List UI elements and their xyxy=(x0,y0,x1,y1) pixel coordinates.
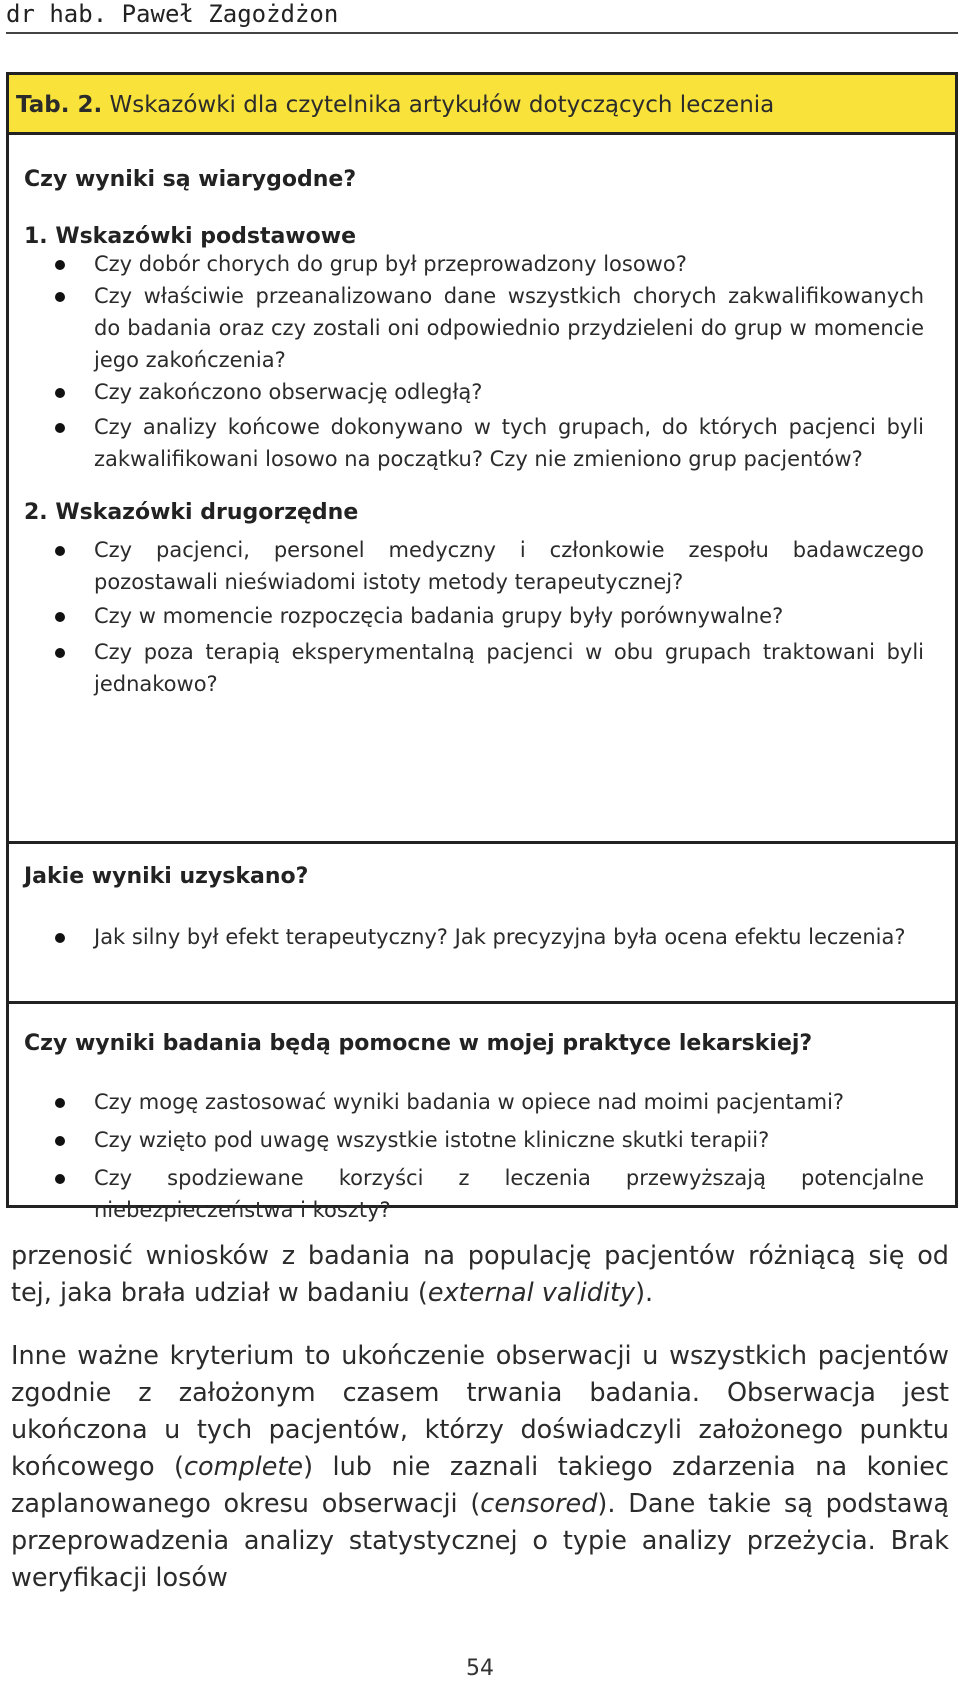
bullet-icon xyxy=(55,933,65,943)
bullet-icon xyxy=(55,1174,65,1184)
paragraph-text: Inne ważne kryterium to ukończenie obserwacji u wszystkich pacjentów zgodnie z założonym czasem trwania badania. Obserwacja jest ukończona u tych pacjentów, którzy doświadczyli założonego punktu końcowego ( xyxy=(11,1341,949,1482)
bullet-icon xyxy=(55,546,65,556)
subsection-basic-heading: 1. Wskazówki podstawowe xyxy=(24,224,356,249)
paragraph-text: ) lub nie zaznali takiego zdarzenia na koniec zaplanowanego okresu obserwacji ( xyxy=(11,1452,949,1519)
paragraph-term: censored xyxy=(480,1489,598,1519)
paragraph-text: przenosić wniosków z badania na populację pacjentów różniącą się od tej, jaka brała udział w badaniu ( xyxy=(11,1241,949,1308)
guidance-table xyxy=(6,72,958,1222)
bullet-icon xyxy=(55,423,65,433)
subsection-secondary-heading: 2. Wskazówki drugorzędne xyxy=(24,500,359,525)
bullet-icon xyxy=(55,388,65,398)
list-item: Czy wzięto pod uwagę wszystkie istotne kliniczne skutki terapii? xyxy=(94,1128,770,1152)
paragraph-term: external validity xyxy=(427,1278,636,1308)
paragraph-text: ). Dane takie są podstawą przeprowadzenia analizy statystycznej o typie analizy przeżycia. Brak weryfikacji losów xyxy=(11,1489,949,1593)
list-item: Jak silny był efekt terapeutyczny? Jak precyzyjna była ocena efektu leczenia? xyxy=(94,925,906,949)
section-applicability xyxy=(9,1007,955,1222)
paragraph-text: ). xyxy=(635,1278,654,1308)
paragraph-term: complete xyxy=(184,1452,304,1482)
bullet-icon xyxy=(55,1136,65,1146)
list-item: Czy spodziewane korzyści z leczenia przewyższają potencjalne niebezpieczeństwa i koszty? xyxy=(94,1166,924,1222)
paragraph-continued xyxy=(11,1238,949,1312)
paragraph-follow-up xyxy=(11,1338,949,1597)
running-header xyxy=(6,0,958,34)
bullet-icon xyxy=(55,292,65,302)
table-caption-text: Wskazówki dla czytelnika artykułów dotyczących leczenia xyxy=(102,92,775,118)
list-item: Czy w momencie rozpoczęcia badania grupy były porównywalne? xyxy=(94,604,784,628)
list-item: Czy analizy końcowe dokonywano w tych grupach, do których pacjenci byli zakwalifikowani losowo na początku? Czy nie zmieniono grup pacjentów? xyxy=(94,415,924,471)
list-item: Czy pacjenci, personel medyczny i członkowie zespołu badawczego pozostawali nieświadomi istoty metody terapeutycznej? xyxy=(94,538,924,594)
author-name: dr hab. Paweł Zagożdżon xyxy=(6,0,339,28)
list-item: Czy zakończono obserwację odległą? xyxy=(94,380,483,404)
list-item: Czy właściwie przeanalizowano dane wszystkich chorych zakwalifikowanych do badania oraz czy zostali oni odpowiednio przydzieleni do grup w momencie jego zakończenia? xyxy=(94,284,924,372)
section-results xyxy=(9,847,955,1004)
bullet-icon xyxy=(55,1098,65,1108)
page-number: 54 xyxy=(466,1656,494,1681)
section-validity xyxy=(9,138,955,844)
list-item: Czy mogę zastosować wyniki badania w opiece nad moimi pacjentami? xyxy=(94,1090,845,1114)
section-validity-heading: Czy wyniki są wiarygodne? xyxy=(24,167,357,192)
section-results-heading: Jakie wyniki uzyskano? xyxy=(24,864,309,889)
section-applicability-heading: Czy wyniki badania będą pomocne w mojej praktyce lekarskiej? xyxy=(24,1031,813,1056)
bullet-icon xyxy=(55,260,65,270)
list-item: Czy dobór chorych do grup był przeprowadzony losowo? xyxy=(94,252,687,276)
bullet-icon xyxy=(55,648,65,658)
table-caption-label: Tab. 2. xyxy=(16,92,103,118)
list-item: Czy poza terapią eksperymentalną pacjenci w obu grupach traktowani byli jednakowo? xyxy=(94,640,924,696)
table-caption xyxy=(9,75,955,135)
bullet-icon xyxy=(55,612,65,622)
